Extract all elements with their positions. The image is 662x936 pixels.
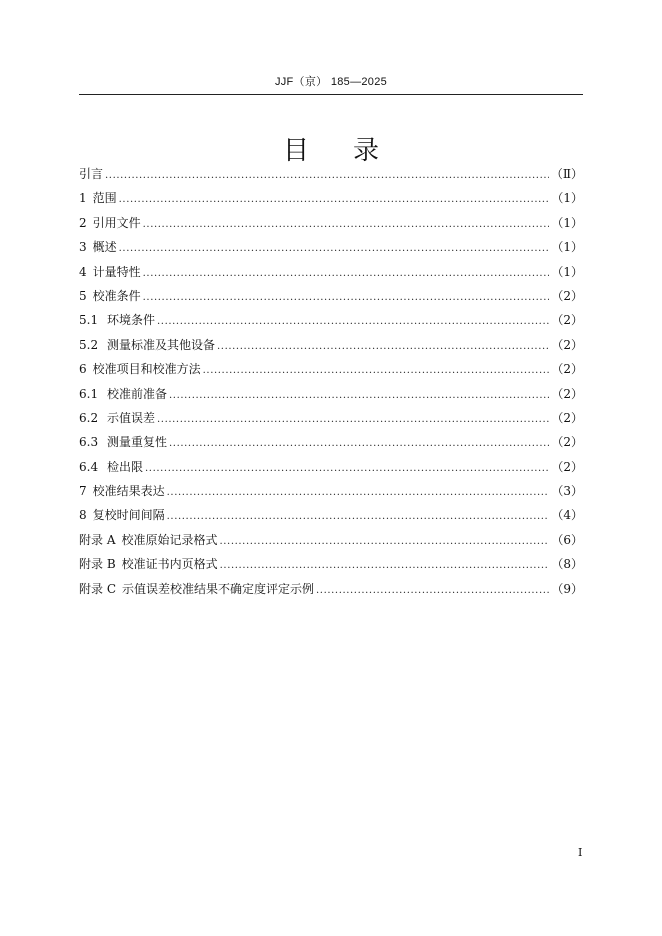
toc-entry-label	[79, 479, 165, 503]
toc-entry-page: （2）	[551, 435, 583, 450]
toc-entry-number: 6.2	[79, 410, 99, 425]
toc-entry[interactable]	[79, 430, 583, 454]
toc-leader-dots	[105, 164, 549, 188]
toc-entry[interactable]	[79, 382, 583, 406]
toc-leader-dots	[316, 579, 549, 603]
toc-entry-number: 8	[79, 508, 87, 523]
toc-title-right: 录	[353, 136, 380, 166]
toc-entry[interactable]	[79, 162, 583, 186]
toc-leader-dots	[217, 335, 549, 359]
toc-entry[interactable]	[79, 357, 583, 381]
toc-entry-title: 校准项目和校准方法	[92, 362, 201, 377]
toc-entry[interactable]	[79, 577, 583, 601]
toc-entry[interactable]	[79, 455, 583, 479]
toc-leader-dots	[169, 384, 549, 408]
toc-entry-page: （4）	[551, 508, 583, 523]
toc-leader-dots	[169, 432, 549, 456]
toc-entry-title: 计量特性	[92, 264, 141, 279]
toc-entry[interactable]	[79, 211, 583, 235]
toc-entry[interactable]	[79, 186, 583, 210]
toc-leader-dots	[167, 505, 550, 529]
toc-leader-dots	[145, 457, 549, 481]
toc-leader-dots	[143, 262, 550, 286]
toc-entry-page: （2）	[551, 288, 583, 303]
toc-leader-dots	[157, 408, 549, 432]
toc-entry-title: 测量标准及其他设备	[107, 337, 216, 352]
toc-entry-number: 附录 A	[79, 532, 116, 547]
toc-entry-title: 校准前准备	[107, 386, 168, 401]
toc-entry-number: 1	[79, 191, 87, 206]
toc-entry-page: （1）	[551, 240, 583, 255]
toc-entry-page: （1）	[551, 264, 583, 279]
toc-entry-label	[79, 357, 201, 381]
toc-entry-page: （2）	[551, 313, 583, 328]
toc-entry-title: 概述	[92, 240, 117, 255]
toc-entry-number: 5	[79, 288, 87, 303]
toc-entry-page: （3）	[551, 484, 583, 499]
toc-entry-page: （2）	[551, 410, 583, 425]
toc-entry-number: 5.1	[79, 313, 99, 328]
toc-entry[interactable]	[79, 479, 583, 503]
document-code-header: JJF（京） 185—2025	[274, 76, 388, 88]
toc-entry-number: 附录 C	[79, 581, 116, 596]
toc-entry-number: 6.4	[79, 459, 99, 474]
toc-entry-title: 引用文件	[92, 215, 141, 230]
toc-entry-title: 示值误差	[107, 410, 156, 425]
toc-entry-number: 3	[79, 240, 87, 255]
toc-entry-label	[79, 528, 218, 552]
toc-leader-dots	[203, 359, 550, 383]
toc-entry-page: （6）	[551, 532, 583, 547]
toc-leader-dots	[220, 554, 550, 578]
toc-entry-label	[79, 406, 155, 430]
toc-entry-page: （9）	[551, 581, 583, 596]
toc-entry-label	[79, 186, 117, 210]
toc-leader-dots	[119, 188, 550, 212]
table-of-contents	[79, 162, 583, 601]
toc-entry[interactable]	[79, 284, 583, 308]
toc-leader-dots	[220, 530, 550, 554]
toc-entry-label	[79, 503, 165, 527]
toc-entry-title: 校准结果表达	[92, 484, 165, 499]
toc-entry[interactable]	[79, 333, 583, 357]
toc-leader-dots	[167, 481, 550, 505]
toc-entry-page: （8）	[551, 557, 583, 572]
toc-entry[interactable]	[79, 552, 583, 576]
toc-title-left: 目	[282, 136, 309, 166]
toc-entry-label	[79, 211, 141, 235]
toc-entry[interactable]	[79, 260, 583, 284]
toc-entry[interactable]	[79, 528, 583, 552]
toc-leader-dots	[143, 286, 550, 310]
toc-entry[interactable]	[79, 503, 583, 527]
toc-entry-title: 复校时间间隔	[92, 508, 165, 523]
toc-entry-page: （2）	[551, 459, 583, 474]
toc-entry-label	[79, 284, 141, 308]
toc-entry-page: （Ⅱ）	[550, 167, 583, 181]
toc-entry-label	[79, 382, 167, 406]
toc-entry-page: （2）	[551, 386, 583, 401]
toc-entry-label	[79, 333, 215, 357]
toc-entry[interactable]	[79, 406, 583, 430]
toc-entry-page: （2）	[551, 362, 583, 377]
toc-leader-dots	[143, 213, 550, 237]
toc-entry-label	[79, 552, 218, 576]
toc-entry-title: 范围	[92, 191, 117, 206]
toc-entry-label	[79, 260, 141, 284]
toc-leader-dots	[157, 310, 549, 334]
toc-entry-title: 环境条件	[107, 313, 156, 328]
toc-entry-number: 6.1	[79, 386, 99, 401]
toc-entry-title: 示值误差校准结果不确定度评定示例	[122, 581, 315, 596]
toc-entry-page: （1）	[551, 215, 583, 230]
header-rule	[79, 94, 583, 95]
toc-entry-title: 测量重复性	[107, 435, 168, 450]
toc-entry-title: 校准条件	[92, 288, 141, 303]
toc-entry-label	[79, 577, 314, 601]
toc-leader-dots	[119, 237, 550, 261]
toc-entry-title: 引言	[79, 167, 104, 181]
toc-entry[interactable]	[79, 308, 583, 332]
toc-entry-label	[79, 455, 143, 479]
toc-entry-number: 附录 B	[79, 557, 116, 572]
toc-entry-number: 7	[79, 484, 87, 499]
toc-entry-title: 检出限	[107, 459, 144, 474]
toc-entry-label	[79, 162, 103, 186]
toc-entry-label	[79, 430, 167, 454]
toc-entry-page: （1）	[551, 191, 583, 206]
toc-entry-number: 2	[79, 215, 87, 230]
toc-entry-number: 4	[79, 264, 87, 279]
toc-entry-label	[79, 235, 117, 259]
page-number: I	[578, 846, 583, 859]
toc-entry-number: 5.2	[79, 337, 99, 352]
toc-entry-number: 6	[79, 362, 87, 377]
toc-entry-number: 6.3	[79, 435, 99, 450]
toc-entry-title: 校准原始记录格式	[121, 532, 218, 547]
toc-entry[interactable]	[79, 235, 583, 259]
toc-entry-title: 校准证书内页格式	[121, 557, 218, 572]
toc-entry-page: （2）	[551, 337, 583, 352]
toc-entry-label	[79, 308, 155, 332]
